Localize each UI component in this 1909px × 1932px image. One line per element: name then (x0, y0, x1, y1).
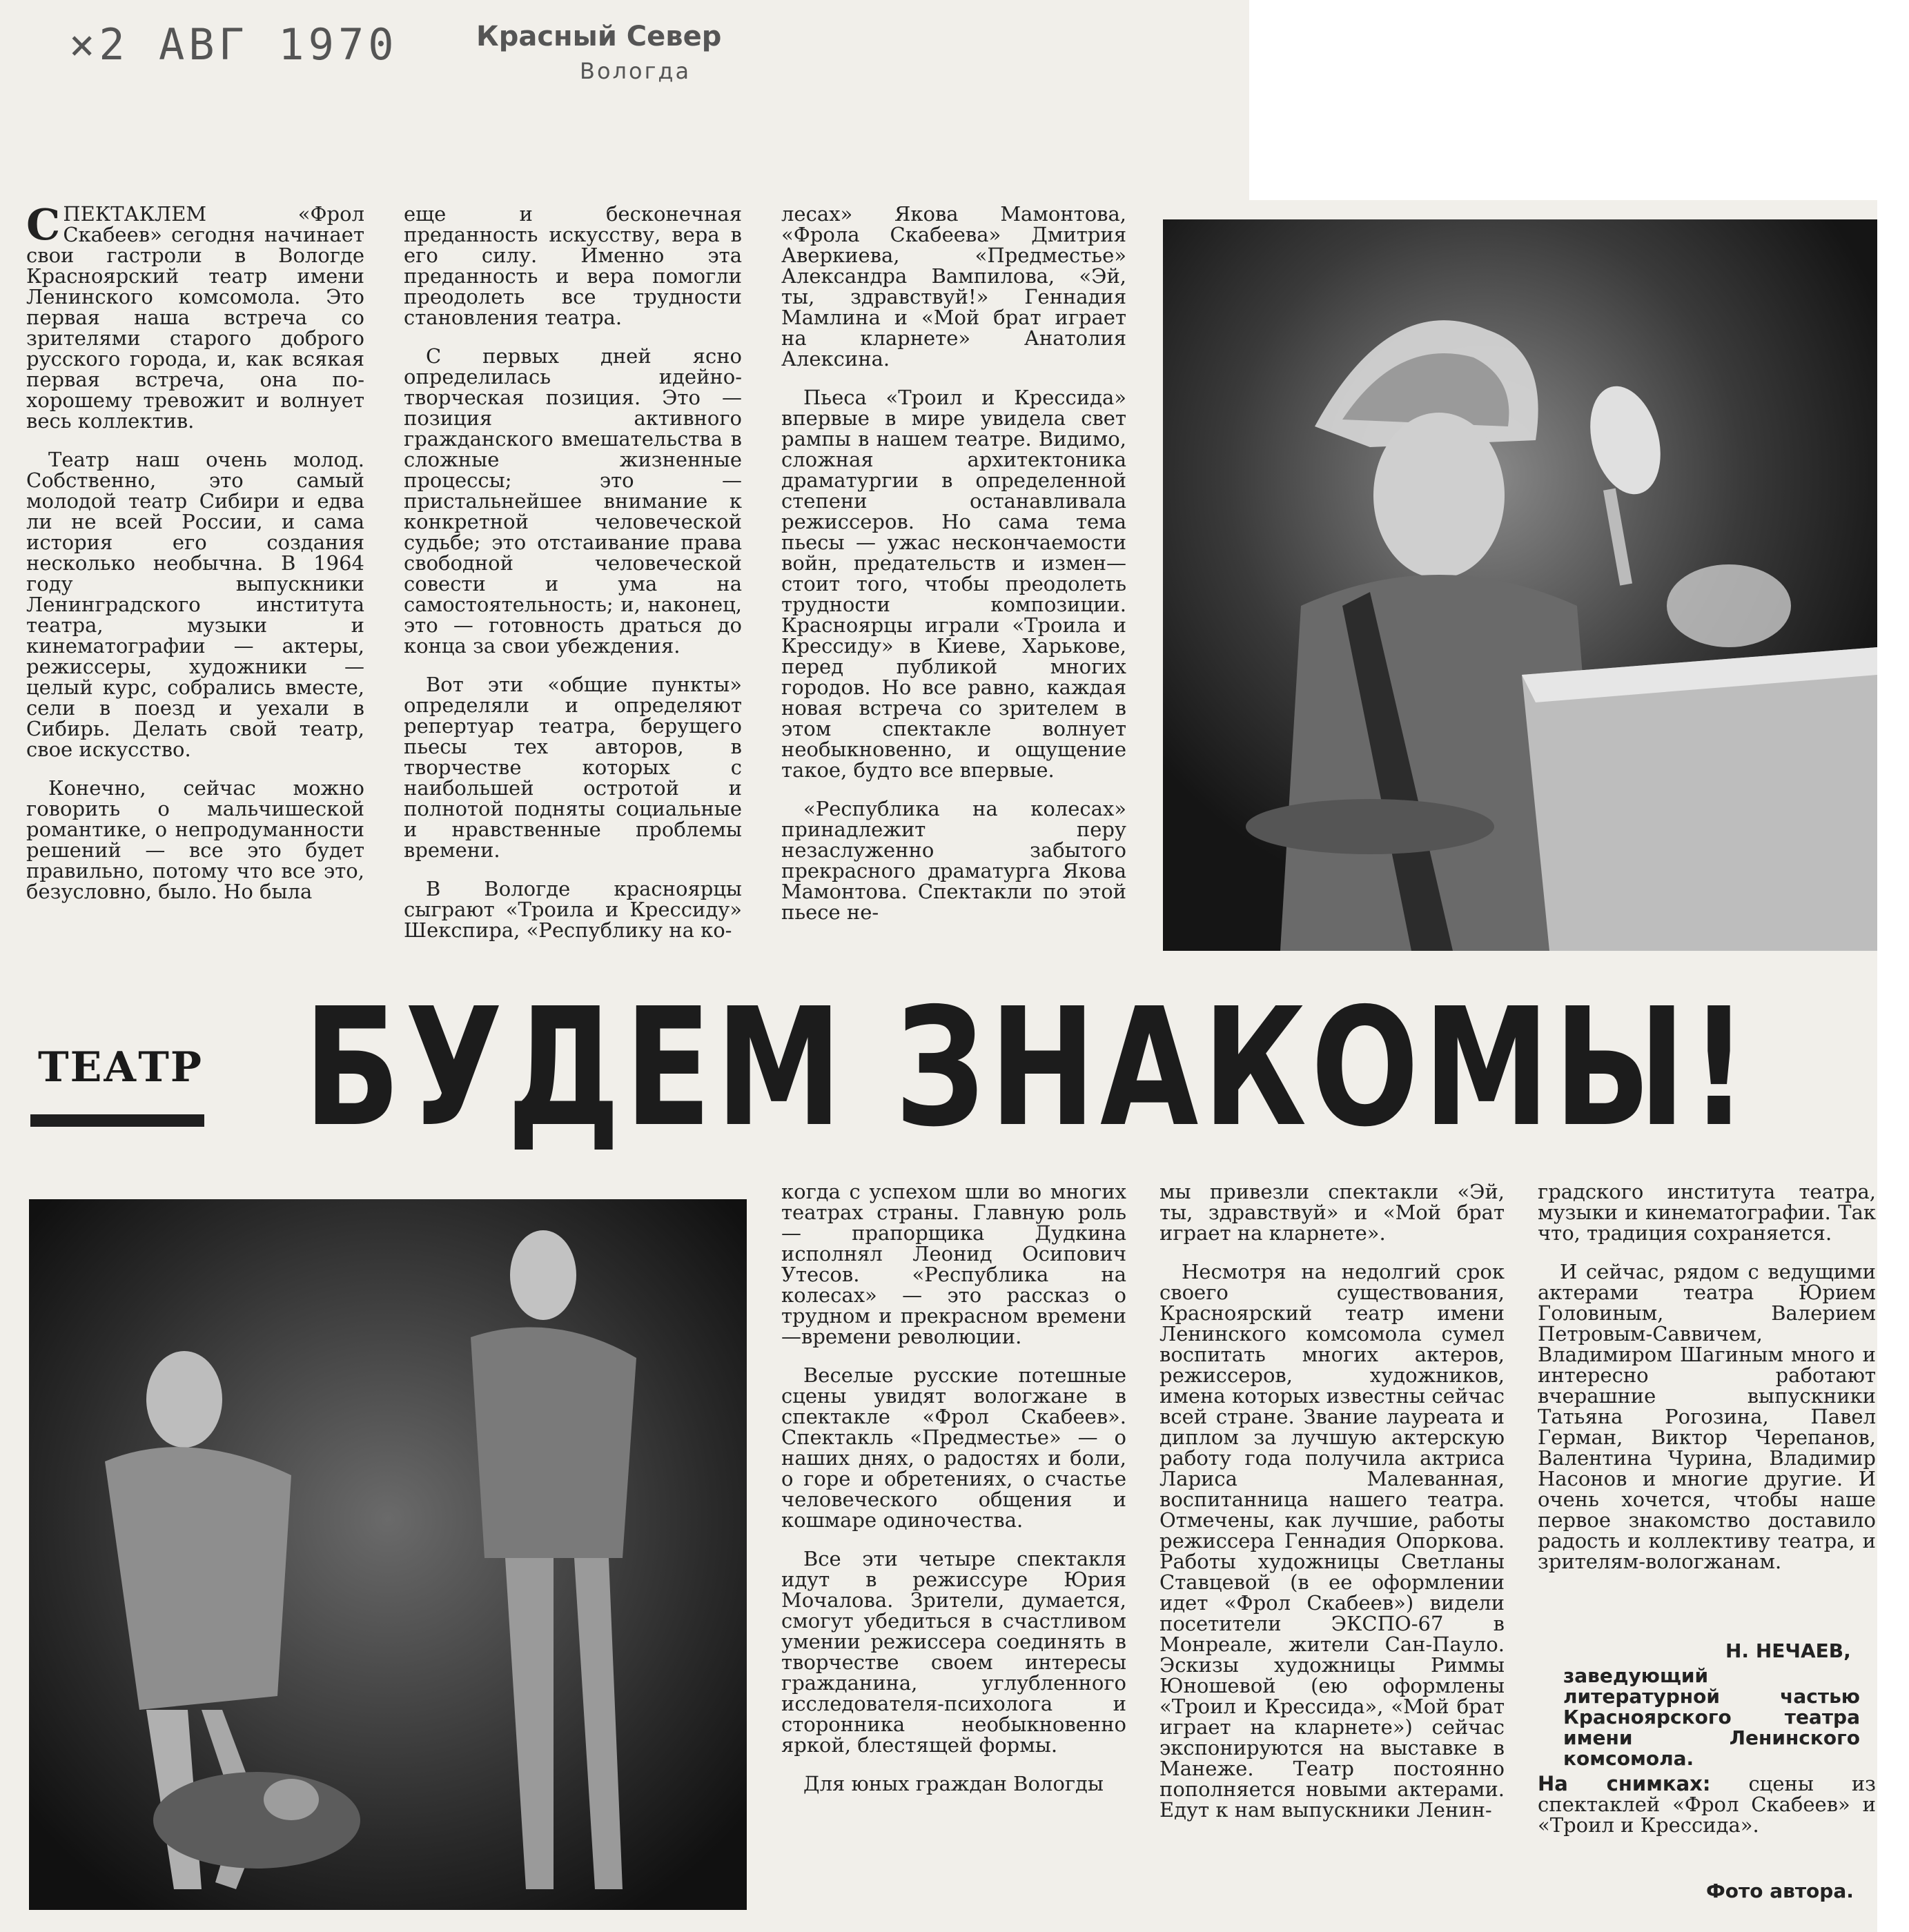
author-position: заведующий литературной частью Красноярского театра имени Ленинского комсомола. (1563, 1664, 1860, 1770)
paragraph: С первых дней ясно определилась идейно-творческая позиция. Это — позиция активного гражданского вмешательства в сложные жизненные процессы; это — пристальнейшее внимание к конкретной человеческой судьбе; это отстаивание права свободной человеческой совести и ума на самостоятельность; и, наконец, это — готовность драться до конца за свои убеждения. (404, 344, 742, 658)
paragraph: лесах» Якова Мамонтова, «Фрола Скабеева» Дмитрия Аверкиева, «Предместье» Александра Вампилова, «Эй, ты, здравствуй!» Геннадия Мамлина и «Мой брат играет на кларнете» Анатолия Алексина. (781, 202, 1126, 371)
paragraph: когда с успехом шли во многих театрах страны. Главную роль — прапорщика Дудкина исполнял Леонид Осипович Утесов. «Республика на колесах» — это рассказ о трудном и прекрасном времени—времени революции. (781, 1180, 1126, 1348)
author-name: Н. НЕЧАЕВ, (1725, 1639, 1851, 1662)
paragraph: еще и бесконечная преданность искусству, вера в его силу. Именно эта преданность и вера помогли преодолеть все трудности становления театра. (404, 202, 742, 329)
paragraph: градского института театра, музыки и кинематографии. Так что, традиция сохраняется. (1538, 1180, 1876, 1245)
photo-troilus-and-cressida-scene (29, 1199, 747, 1910)
paragraph: мы привезли спектакли «Эй, ты, здравствуй» и «Мой брат играет на кларнете». (1159, 1180, 1505, 1245)
paragraph: Для юных граждан Вологды (803, 1772, 1104, 1795)
paragraph: «Республика на колесах» принадлежит перу незаслуженно забытого прекрасного драматурга Якова Мамонтова. Спектакли по этой пьесе не- (781, 797, 1126, 924)
newspaper-name-stamp: Красный Север (476, 21, 722, 52)
paragraph: Пьеса «Троил и Крессида» впервые в мире увидела свет рампы в нашем театре. Видимо, сложная архитектоника драматургии в определенной степени останавливала режиссеров. Но сама тема пьесы — ужас нескончаемости войн, предательств и измен—стоит того, чтобы преодолеть трудности композиции. Красноярцы играли «Троила и Крессиду» в Киеве, Харькове, перед публикой многих городов. Но все равно, каждая новая встреча со зрителем в этом спектакле волнует необыкновенно, и ощущение такое, будто все впервые. (781, 386, 1126, 782)
paragraph: Конечно, сейчас можно говорить о мальчишеской романтике, о непродуманности решений — все это будет правильно, потому что все это, безусловно, было. Но была (26, 776, 364, 903)
paragraph: Несмотря на недолгий срок своего существования, Красноярский театр имени Ленинского комсомола сумел воспитать многих актеров, режиссеров, художников, имена которых известны сейчас всей стране. Звание лауреата и диплом за лучшую актерскую работу года получила актриса Лариса Малеванная, воспитанница нашего театра. Отмечены, как лучшие, работы режиссера Геннадия Опоркова. Работы художницы Светланы Ставцевой (в ее оформлении идет «Фрол Скабеев») видели посетители ЭКСПО-67 в Монреале, жители Сан-Пауло. Эскизы художницы Риммы Юношевой (ею оформлены «Троил и Крессида», «Мой брат играет на кларнете») сейчас экспонируются на выставке в Манеже. Театр постоянно пополняется новыми актерами. Едут к нам выпускники Ленин- (1159, 1260, 1505, 1822)
photo-actress-frol-skabeev (1163, 219, 1877, 951)
paragraph: СПЕКТАКЛЕМ «Фрол Скабеев» сегодня начинает свои гастроли в Вологде Красноярский театр имени Ленинского комсомола. Это первая наша встреча со зрителями старого доброго русского города, и, как всякая первая встреча, она по-хорошему тревожит и волнует весь коллектив. (26, 199, 364, 433)
top-column-1 (26, 199, 364, 920)
drop-cap: С (26, 199, 61, 250)
date-stamp: ×2 АВГ 1970 (69, 19, 398, 70)
photo-actress-image (1163, 219, 1877, 951)
top-column-3 (781, 204, 1126, 940)
paragraph: Все эти четыре спектакля идут в режиссуре Юрия Мочалова. Зрители, думается, смогут убедиться в счастливом умении режиссера соединять в творчестве своем интересы гражданина, углубленного исследователя-психолога и сторонника необыкновенно яркой, блестящей формы. (781, 1547, 1126, 1757)
caption-text: сцены из спектаклей «Фрол Скабеев» и «Троил и Крессида». (1538, 1772, 1876, 1837)
headline: БУДЕМ ЗНАКОМЫ! (304, 973, 1752, 1163)
photo-scene-image (29, 1199, 747, 1910)
bottom-column-1 (781, 1181, 1126, 1812)
top-column-2 (404, 204, 742, 958)
bottom-column-3 (1538, 1181, 1876, 1590)
caption-label: На снимках: (1538, 1772, 1711, 1795)
paragraph: Веселые русские потешные сцены увидят вологжане в спектакле «Фрол Скабеев». Спектакль «Предместье» — о наших днях, о радостях и боли, о горе и обретениях, о счастье человеческого общения и кошмаре одиночества. (781, 1363, 1126, 1532)
rubric-label: ТЕАТР (38, 1043, 204, 1092)
photo-caption (1538, 1773, 1876, 1853)
bottom-column-2 (1159, 1181, 1505, 1838)
paragraph: И сейчас, рядом с ведущими актерами театра Юрием Головиным, Валерием Петровым-Саввичем, Владимиром Шагиным много и интересно работают вчерашние выпускники Татьяна Рогозина, Павел Герман, Виктор Черепанов, Валентина Чурина, Владимир Насонов и многие другие. И очень хочется, чтобы наше первое знакомство доставило радость и коллективу театра, и зрителям-вологжанам. (1538, 1260, 1876, 1573)
paragraph: Театр наш очень молод. Собственно, это самый молодой театр Сибири и едва ли не всей России, и сама история его создания несколько необычна. В 1964 году выпускники Ленинградского института театра, музыки и кинематографии — актеры, режиссеры, художники — целый курс, собрались вместе, сели в поезд и уехали в Сибирь. Делать свой театр, свое искусство. (26, 448, 364, 761)
photo-credit: Фото автора. (1706, 1880, 1854, 1902)
paragraph: В Вологде красноярцы сыграют «Троила и Крессиду» Шекспира, «Республику на ко- (404, 877, 742, 942)
paragraph: Вот эти «общие пункты» определяли и определяют репертуар театра, берущего пьесы тех авторов, в творчестве которых с наибольшей остротой и полнотой подняты социальные и нравственные проблемы времени. (404, 673, 742, 862)
city-stamp: Вологда (580, 58, 692, 84)
paragraph (1538, 1773, 1876, 1835)
rubric-underline (30, 1114, 204, 1127)
